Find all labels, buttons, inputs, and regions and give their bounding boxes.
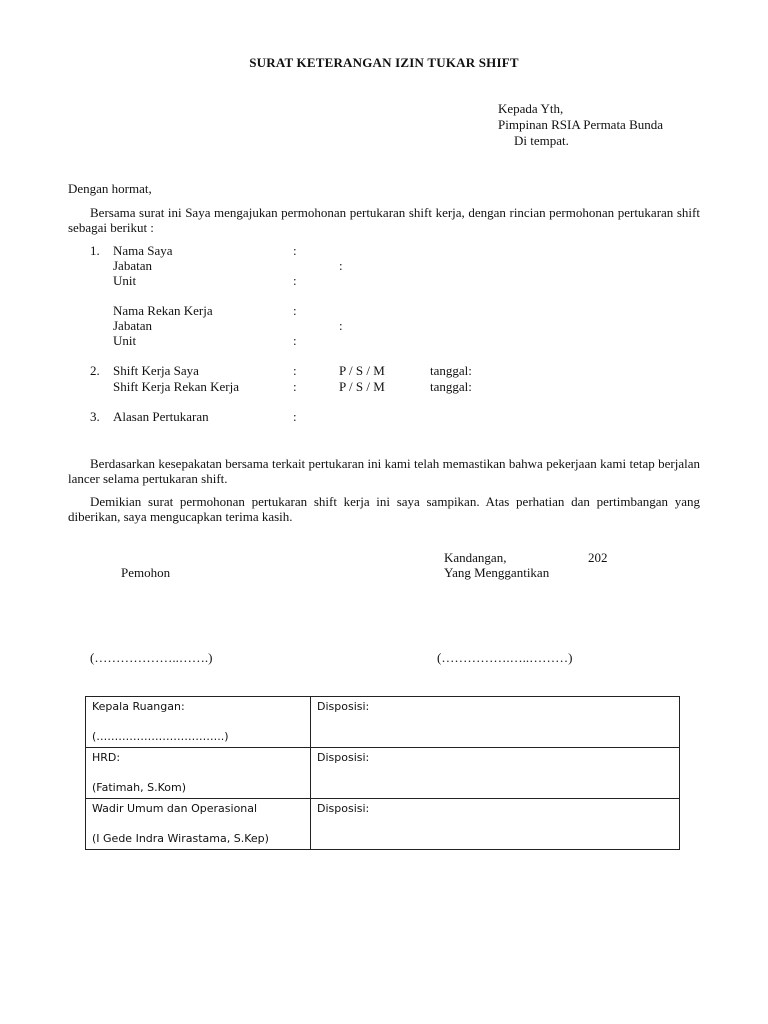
colon: : <box>293 363 297 378</box>
colon: : <box>339 258 343 273</box>
colon: : <box>293 243 297 258</box>
approval-table <box>85 696 680 850</box>
role-cell <box>86 748 311 799</box>
signer-name: (I Gede Indra Wirastama, S.Kep) <box>92 832 269 845</box>
salutation: Dengan hormat, <box>68 181 152 196</box>
shift-options: P / S / M <box>339 363 385 378</box>
colon: : <box>339 318 343 333</box>
colon: : <box>293 303 297 318</box>
label-nama-saya: Nama Saya <box>113 243 173 258</box>
label-tanggal: tanggal: <box>430 363 472 378</box>
disposition-cell <box>311 748 680 799</box>
replacement-label: Yang Menggantikan <box>444 565 550 580</box>
colon: : <box>293 379 297 394</box>
applicant-signature-blank: (………………..…….) <box>90 650 213 665</box>
colon: : <box>293 333 297 348</box>
role-label: Kepala Ruangan: <box>92 700 185 713</box>
agreement-paragraph: Berdasarkan kesepakatan bersama terkait pertukaran ini kami telah memastikan bahwa pekerjaan kami tetap berjalan lancer selama pertukaran shift. <box>68 456 700 486</box>
replacement-signature-blank: (…………….…..………) <box>437 650 573 665</box>
disposition-label: Disposisi: <box>317 700 370 713</box>
disposition-label: Disposisi: <box>317 751 370 764</box>
signer-name: (Fatimah, S.Kom) <box>92 781 187 794</box>
label-nama-rekan: Nama Rekan Kerja <box>113 303 213 318</box>
disposition-label: Disposisi: <box>317 802 370 815</box>
table-row <box>86 799 680 850</box>
item-number-2: 2. <box>90 363 100 378</box>
place-label: Kandangan, <box>444 550 507 565</box>
role-cell <box>86 697 311 748</box>
role-label: HRD: <box>92 751 121 764</box>
shift-options-rekan: P / S / M <box>339 379 385 394</box>
label-jabatan: Jabatan <box>113 258 152 273</box>
table-row <box>86 697 680 748</box>
role-cell <box>86 799 311 850</box>
signer-name: (……………………………..) <box>92 730 229 743</box>
label-unit: Unit <box>113 273 137 288</box>
closing-paragraph: Demikian surat permohonan pertukaran shift kerja ini saya sampikan. Atas perhatian dan pertimbangan yang diberikan, saya mengucapkan terima kasih. <box>68 494 700 524</box>
item-number-3: 3. <box>90 409 100 424</box>
recipient-line-2: Pimpinan RSIA Permata Bunda <box>498 117 664 132</box>
document-title: SURAT KETERANGAN IZIN TUKAR SHIFT <box>249 55 519 70</box>
label-shift-saya: Shift Kerja Saya <box>113 363 199 378</box>
item-number-1: 1. <box>90 243 100 258</box>
label-alasan: Alasan Pertukaran <box>113 409 209 424</box>
label-shift-rekan: Shift Kerja Rekan Kerja <box>113 379 239 394</box>
colon: : <box>293 273 297 288</box>
disposition-cell <box>311 697 680 748</box>
year-label: 202 <box>588 550 608 565</box>
role-label: Wadir Umum dan Operasional <box>92 802 258 815</box>
label-jabatan-rekan: Jabatan <box>113 318 152 333</box>
label-unit-rekan: Unit <box>113 333 137 348</box>
label-tanggal-rekan: tanggal: <box>430 379 472 394</box>
colon: : <box>293 409 297 424</box>
disposition-cell <box>311 799 680 850</box>
applicant-label: Pemohon <box>121 565 171 580</box>
recipient-line-3: Di tempat. <box>514 133 569 148</box>
recipient-line-1: Kepada Yth, <box>498 101 564 116</box>
table-row <box>86 748 680 799</box>
intro-paragraph: Bersama surat ini Saya mengajukan permohonan pertukaran shift kerja, dengan rincian permohonan pertukaran shift sebagai berikut : <box>68 205 700 235</box>
